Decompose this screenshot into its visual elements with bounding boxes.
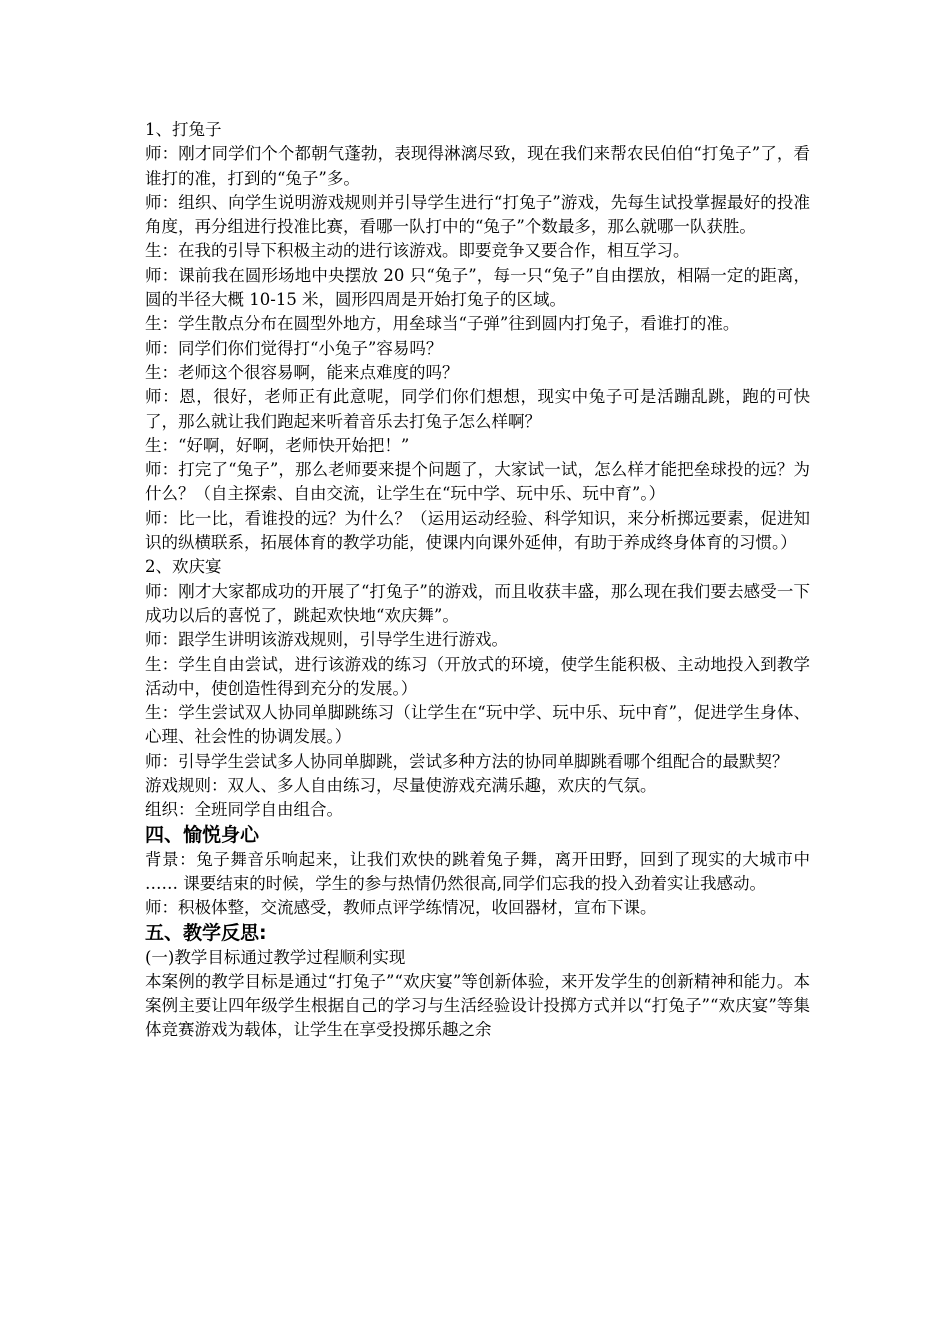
heading-section-4: 四、愉悦身心 bbox=[145, 823, 260, 846]
paragraph: 师：引导学生尝试多人协同单脚跳，尝试多种方法的协同单脚跳看哪个组配合的最默契？ bbox=[145, 751, 789, 771]
paragraph: 师：组织、向学生说明游戏规则并引导学生进行“打兔子”游戏，先每生试投掌握最好的投准角度，再分组进行投准比赛，看哪一队打中的“兔子”个数最多，那么就哪一队获胜。 bbox=[145, 192, 810, 237]
paragraph: 本案例的教学目标是通过“打兔子”“欢庆宴”等创新体验，来开发学生的创新精神和能力。本案例主要让四年级学生根据自己的学习与生活经验设计投掷方式并以“打兔子”“欢庆宴”等集体竞赛游戏为载体，让学生在享受投掷乐趣之余 bbox=[145, 971, 810, 1040]
section-heading-celebration: 2、欢庆宴 bbox=[145, 557, 222, 577]
paragraph: 师：恩，很好，老师正有此意呢，同学们你们想想，现实中兔子可是活蹦乱跳，跑的可快了，那么就让我们跑起来听着音乐去打兔子怎么样啊？ bbox=[145, 387, 810, 431]
paragraph: 师：跟学生讲明该游戏规则，引导学生进行游戏。 bbox=[145, 630, 508, 650]
paragraph: 生：在我的引导下积极主动的进行该游戏。即要竞争又要合作，相互学习。 bbox=[145, 241, 690, 261]
paragraph: 师：打完了“兔子”，那么老师要来提个问题了，大家试一试，怎么样才能把垒球投的远？为什么？（自主探索、自由交流，让学生在“玩中学、玩中乐、玩中育”。） bbox=[145, 460, 810, 504]
paragraph: 背景：兔子舞音乐响起来，让我们欢快的跳着兔子舞，离开田野，回到了现实的大城市中 …… 课要结束的时候，学生的参与热情仍然很高,同学们忘我的投入劲着实让我感动。 bbox=[145, 849, 810, 893]
paragraph: 师：同学们你们觉得打“小兔子”容易吗？ bbox=[145, 338, 443, 358]
paragraph: 师：课前我在圆形场地中央摆放 20 只“兔子”，每一只“兔子”自由摆放，相隔一定的距离，圆的半径大概 10-15 米，圆形四周是开始打兔子的区域。 bbox=[145, 265, 810, 310]
paragraph: 组织：全班同学自由组合。 bbox=[145, 800, 343, 820]
paragraph: 师：积极体整，交流感受，教师点评学练情况，收回器材，宣布下课。 bbox=[145, 898, 657, 918]
paragraph: 生：老师这个很容易啊，能来点难度的吗？ bbox=[145, 362, 459, 382]
paragraph: 师：比一比，看谁投的远？为什么？（运用运动经验、科学知识，来分析掷远要素，促进知识的纵横联系，拓展体育的教学功能，使课内向课外延伸，有助于养成终身体育的习惯。） bbox=[145, 508, 810, 553]
paragraph: 师：刚才同学们个个都朝气蓬勃，表现得淋漓尽致，现在我们来帮农民伯伯“打兔子”了，看谁打的准，打到的“兔子”多。 bbox=[145, 144, 810, 188]
document-page bbox=[145, 118, 810, 1043]
paragraph: 师：刚才大家都成功的开展了“打兔子”的游戏，而且收获丰盛，那么现在我们要去感受一下成功以后的喜悦了，跳起欢快地“欢庆舞”。 bbox=[145, 581, 810, 625]
paragraph: 生：“好啊，好啊，老师快开始把！” bbox=[145, 435, 410, 455]
heading-section-5: 五、教学反思: bbox=[145, 921, 267, 944]
paragraph: 生：学生自由尝试，进行该游戏的练习（开放式的环境，使学生能积极、主动地投入到教学活动中，使创造性得到充分的发展。） bbox=[145, 654, 810, 698]
paragraph: 生：学生尝试双人协同单脚跳练习（让学生在“玩中学、玩中乐、玩中育”，促进学生身体、心理、社会性的协调发展。） bbox=[145, 703, 810, 747]
paragraph: 游戏规则：双人、多人自由练习，尽量使游戏充满乐趣，欢庆的气氛。 bbox=[145, 776, 657, 796]
section-heading-hunt: 1、打兔子 bbox=[145, 120, 222, 139]
subheading: (一)教学目标通过教学过程顺利实现 bbox=[145, 947, 406, 967]
paragraph: 生：学生散点分布在圆型外地方，用垒球当“子弹”往到圆内打兔子，看谁打的准。 bbox=[145, 314, 740, 334]
